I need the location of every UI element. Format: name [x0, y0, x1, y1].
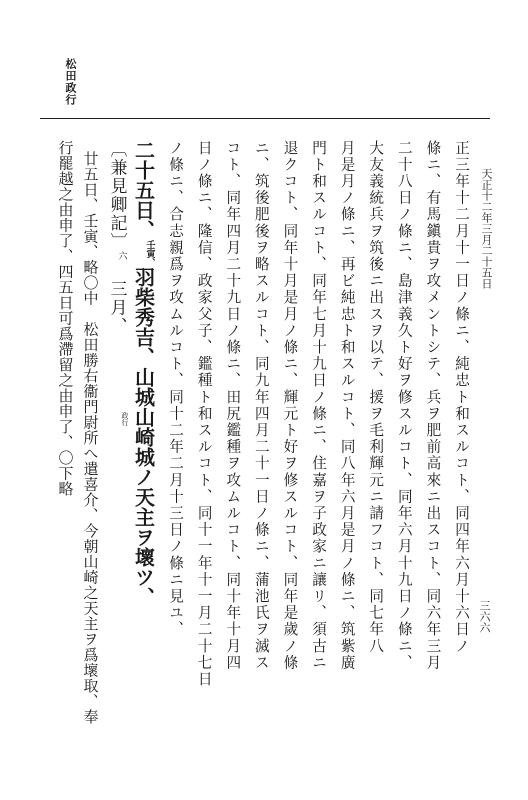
- text-column: ニ、筑後肥後ヲ略スルコト、同九年四月二十一日ノ條ニ、蒲池氏ヲ滅ス: [252, 140, 270, 672]
- text-column: 退クコト、同年十月是月ノ條ニ、輝元ト好ヲ修スルコト、同年是歲ノ條: [281, 140, 299, 672]
- citation-bracket-open: 〔: [106, 140, 127, 159]
- text-column: ノ條ニ、合志親爲ヲ攻ムルコト、同十二年二月十三日ノ條ニ見ユ、: [167, 140, 185, 638]
- source-citation: [107, 140, 125, 780]
- citation-date: 三月、: [106, 280, 127, 336]
- text-column: 日ノ條ニ、隆信、政家父子、鑑種ト和スルコト、同十一年十一月二十七日: [195, 140, 213, 688]
- text-column: 條ニ、有馬鎭貴ヲ攻メントシテ、兵ヲ肥前高來ニ出スコト、同六年三月: [424, 140, 442, 672]
- text-column: 大友義統兵ヲ筑後ニ出スヲ以テ、援ヲ毛利輝元ニ請フコト、同七年八: [367, 140, 385, 655]
- running-title: 松田政行: [64, 58, 77, 106]
- quoted-text-column: 廿五日、壬寅、略〇中 松田勝右衞門尉所へ遣喜介、今朝山崎之天主ヲ爲壞取、奉: [81, 151, 100, 725]
- citation-title: 兼見卿記: [106, 158, 127, 233]
- entry-title: 羽柴秀吉、山城山崎城ノ天主ヲ壞ツ、: [131, 267, 156, 607]
- running-date: 天正十二年三月二十五日: [480, 168, 493, 289]
- citation-volume: 六: [116, 251, 127, 262]
- text-column: コト、同年四月二十九日ノ條ニ、田尻鑑種ヲ攻ムルコト、同十年十月四: [224, 140, 242, 672]
- page-number: 三六六: [478, 600, 491, 633]
- entry-cyclic-day: 壬寅、: [144, 240, 155, 267]
- text-column: 門ト和スルコト、同年七月十九日ノ條ニ、住嘉ヲ子政家ニ讓リ、須古ニ: [310, 140, 328, 672]
- inline-annotation: 政行: [121, 412, 129, 426]
- entry-heading: [131, 140, 156, 780]
- body-text: [58, 140, 468, 780]
- text-column: 正三年十二月十一日ノ條ニ、純忠ト和スルコト、同四年六月十六日ノ: [453, 140, 470, 655]
- quoted-text-column: 行罷越之由申了、四五日可爲滯留之由申了、〇下略: [56, 140, 75, 497]
- entry-day: 二十五日、: [131, 140, 156, 240]
- citation-bracket-close: 〕: [106, 232, 127, 251]
- text-column: 二十八日ノ條ニ、島津義久ト好ヲ修スルコト、同年六月十九日ノ條ニ、: [395, 140, 413, 672]
- header-rule: [40, 118, 490, 119]
- text-column: 月是月ノ條ニ、再ビ純忠ト和スルコト、同八年六月是月ノ條ニ、筑紫廣: [338, 140, 356, 672]
